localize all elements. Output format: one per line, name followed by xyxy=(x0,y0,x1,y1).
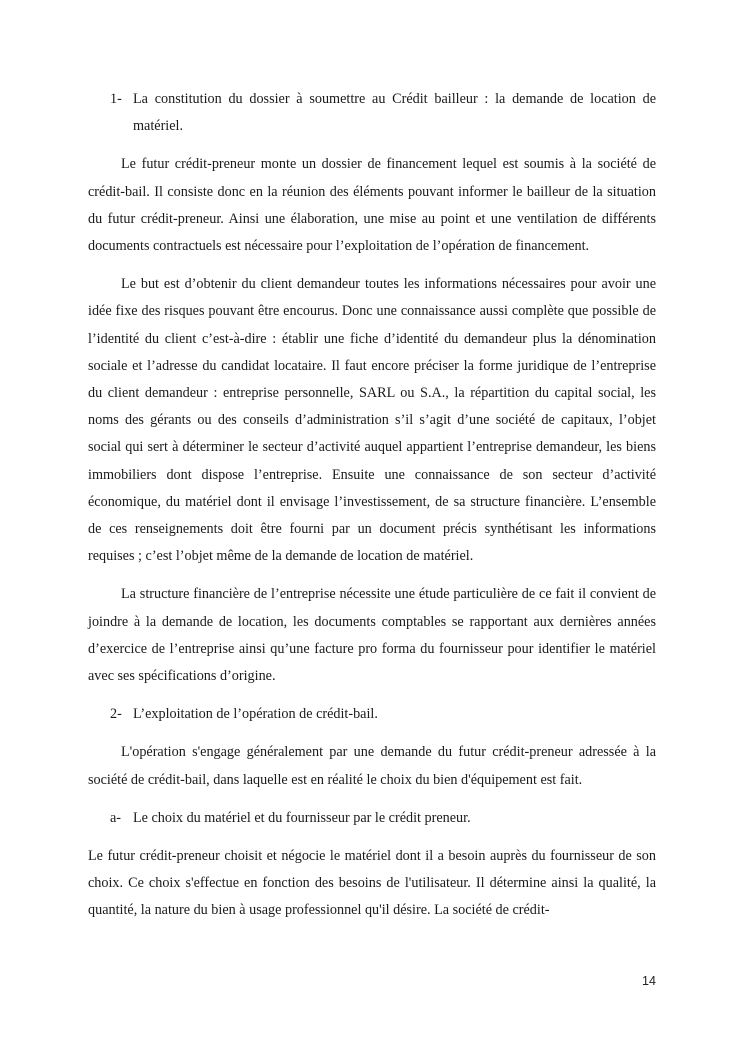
list-item-2 xyxy=(110,701,656,728)
paragraph-choix-materiel: Le futur crédit-preneur choisit et négocie le matériel dont il a besoin auprès du fournisseur de son choix. Ce choix s'effectue en fonction des besoins de l'utilisateur. Il détermine ainsi la qualité, la quantité, la nature du bien à usage professionnel qu'il désire. La société de crédit- xyxy=(88,848,656,919)
list-item-1 xyxy=(110,86,656,140)
list-marker: 1- xyxy=(110,91,122,107)
list-item-text: L’exploitation de l’opération de crédit-bail. xyxy=(133,706,378,723)
paragraph-operation-engagement: L'opération s'engage généralement par une demande du futur crédit-preneur adressée à la société de crédit-bail, dans laquelle est en réalité le choix du bien d'équipement est fait. xyxy=(88,744,656,788)
list-item-text: Le choix du matériel et du fournisseur par le crédit preneur. xyxy=(133,809,471,826)
paragraph-dossier-financement: Le futur crédit-preneur monte un dossier de financement lequel est soumis à la société de crédit-bail. Il consiste donc en la réunion des éléments pouvant informer le bailleur de la situation du futur crédit-preneur. Ainsi une élaboration, une mise au point et une ventilation de différents documents contractuels est nécessaire pour l’exploitation de l’opération de financement. xyxy=(88,156,656,255)
list-item-a xyxy=(110,805,656,832)
list-item-text: La constitution du dossier à soumettre au Crédit bailleur : la demande de location de matériel. xyxy=(133,91,656,135)
list-marker: a- xyxy=(110,809,122,826)
page-number: 14 xyxy=(642,974,656,988)
text-column xyxy=(88,86,656,925)
paragraph-informations-client: Le but est d’obtenir du client demandeur toutes les informations nécessaires pour avoir une idée fixe des risques pouvant être encourus. Donc une connaissance aussi complète que possible de l’identité du client c’est-à-dire : établir une fiche d’identité du demandeur plus la dénomination sociale et l’adresse du candidat locataire. Il faut encore préciser la forme juridique de l’entreprise du client demandeur : entreprise personnelle, SARL ou S.A., la répartition du capital social, les noms des gérants ou des conseils d’administration s’il s’agit d’une société de capitaux, l’objet social qui sert à déterminer le secteur d’activité auquel appartient l’entreprise demandeur, les biens immobiliers dont dispose l’entreprise. Ensuite une connaissance de son secteur d’activité économique, du matériel dont il envisage l’investissement, de sa structure financière. L’ensemble de ces renseignements doit être fourni par un document précis synthétisant les informations requises ; c’est l’objet même de la demande de location de matériel. xyxy=(88,276,656,565)
paragraph-structure-financiere: La structure financière de l’entreprise nécessite une étude particulière de ce fait il convient de joindre à la demande de location, les documents comptables se rapportant aux dernières années d’exercice de l’entreprise ainsi qu’une facture pro forma du fournisseur pour identifier le matériel avec ses spécifications d’origine. xyxy=(88,586,656,685)
list-marker: 2- xyxy=(110,706,122,723)
